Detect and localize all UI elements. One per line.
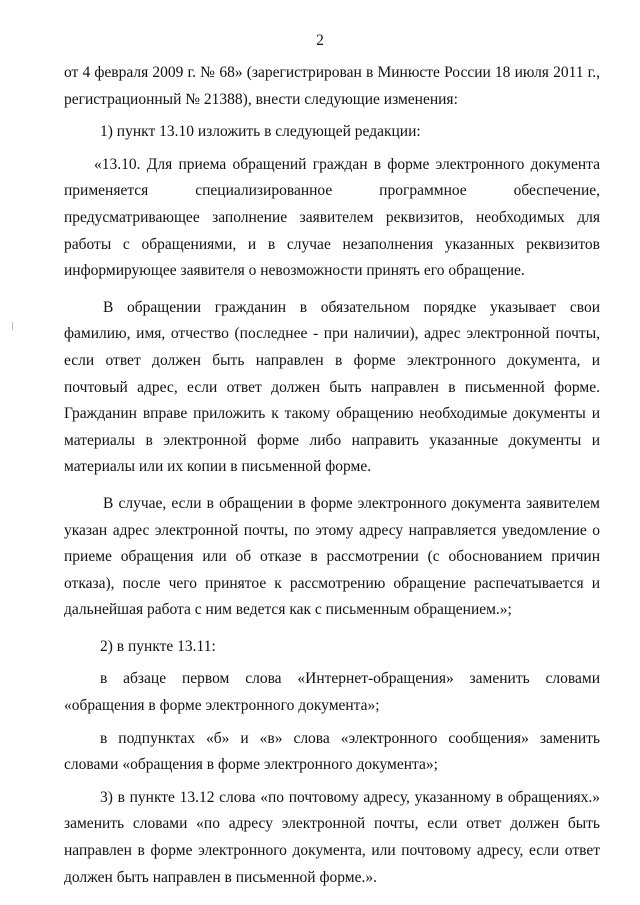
paragraph-electronic-case: В случае, если в обращении в форме электронного документа заявителем указан адрес электронной почты, по этому адресу направляется уведомление о приеме обращения или об отказе в рассмотрении (с обоснованием причин отказа), после чего принятое к рассмотрению обращение распечатывается и дальнейшая работа с ним ведется как с письменным обращением.»; — [64, 494, 600, 619]
paragraph-item-1: 1) пункт 13.10 изложить в следующей редакции: — [100, 123, 421, 141]
paragraph-13-10: «13.10. Для приема обращений граждан в форме электронного документа применяется специализированное программное обеспечение, предусматривающее заполнение заявителем реквизитов, необходимых для работы с обращениями, и в случае незаполнения указанных реквизитов информирующее заявителя о невозможности принять его обращение. — [64, 155, 600, 280]
margin-mark — [12, 322, 13, 330]
paragraph-intro: от 4 февраля 2009 г. № 68» (зарегистрирован в Минюсте России 18 июля 2011 г., регистрационный № 21388), внести следующие изменения: — [64, 64, 600, 108]
paragraph-citizen-request: В обращении гражданин в обязательном порядке указывает свои фамилию, имя, отчество (последнее - при наличии), адрес электронной почты, если ответ должен быть направлен в форме электронного документа, и почтовый адрес, если ответ должен быть направлен в письменной форме. Гражданин вправе приложить к такому обращению необходимые документы и материалы в электронной форме либо направить указанные документы и материалы или их копии в письменной форме. — [64, 298, 600, 476]
paragraph-subitems: в подпунктах «б» и «в» слова «электронного сообщения» заменить словами «обращения в форме электронного документа»; — [64, 729, 600, 774]
paragraph-item-3: 3) в пункте 13.12 слова «по почтовому адресу, указанному в обращениях.» заменить словами «по адресу электронной почты, если ответ должен быть направлен в форме электронного документа, или почтовому адресу, если ответ должен быть направлен в письменной форме.». — [64, 788, 600, 886]
paragraph-item-2: 2) в пункте 13.11: — [100, 637, 216, 655]
page-number: 2 — [316, 32, 324, 49]
paragraph-first-abzac: в абзаце первом слова «Интернет-обращения» заменить словами «обращения в форме электронного документа»; — [64, 670, 600, 715]
document-body — [64, 60, 600, 891]
